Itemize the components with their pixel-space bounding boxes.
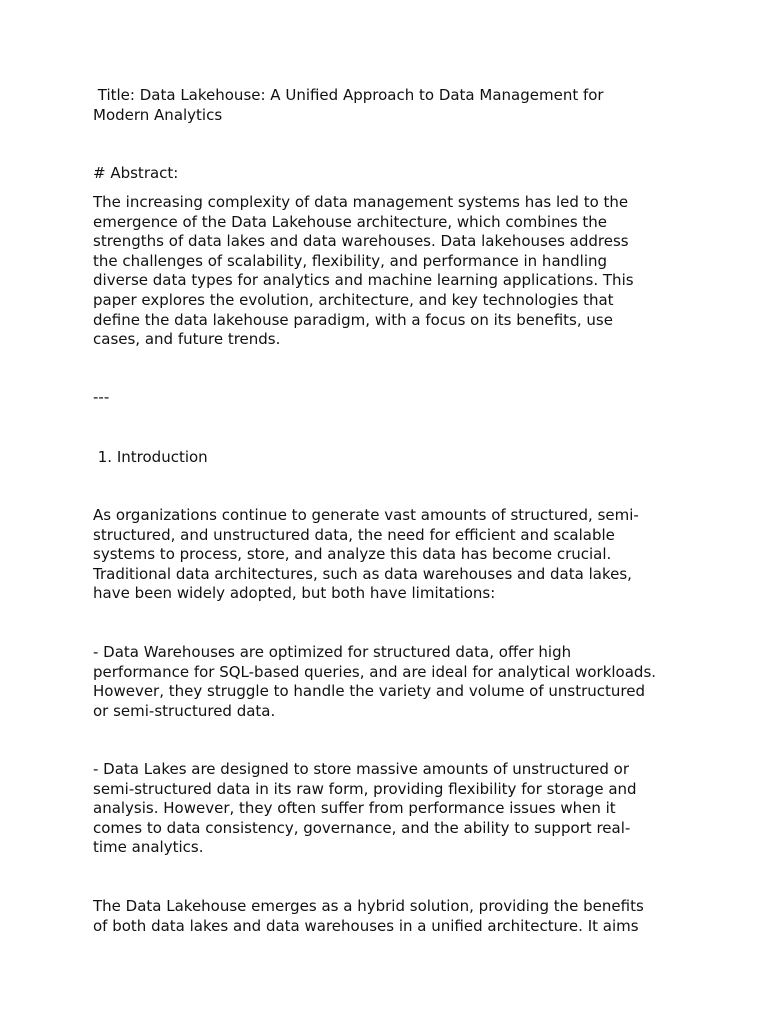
introduction-heading-text: 1. Introduction	[93, 448, 208, 466]
abstract-line: emergence of the Data Lakehouse architecture, which combines the	[93, 212, 608, 231]
data-warehouses-bullet	[93, 643, 693, 721]
abstract-line: the challenges of scalability, flexibility, and performance in handling	[93, 251, 608, 270]
paragraph-line: analysis. However, they often suffer from performance issues when it	[93, 799, 616, 818]
paragraph-line: As organizations continue to generate vast amounts of structured, semi-	[93, 506, 639, 524]
abstract-paragraph	[93, 193, 693, 350]
abstract-line: strengths of data lakes and data warehouses. Data lakehouses address	[93, 232, 629, 251]
paragraph-line: have been widely adopted, but both have limitations:	[93, 584, 496, 603]
abstract-heading	[93, 164, 693, 184]
data-lakes-bullet	[93, 760, 693, 858]
introduction-paragraph-4	[93, 897, 693, 936]
abstract-line: cases, and future trends.	[93, 330, 281, 349]
introduction-paragraph-1	[93, 506, 693, 604]
paragraph-line: The Data Lakehouse emerges as a hybrid solution, providing the benefits	[93, 897, 644, 915]
document-title	[93, 86, 693, 125]
paragraph-line: systems to process, store, and analyze this data has become crucial.	[93, 545, 612, 564]
paragraph-line: Traditional data architectures, such as data warehouses and data lakes,	[93, 564, 632, 583]
paragraph-line: - Data Lakes are designed to store massive amounts of unstructured or	[93, 760, 629, 778]
title-line: Title: Data Lakehouse: A Unified Approach to Data Management for	[93, 86, 604, 104]
paragraph-line: comes to data consistency, governance, and the ability to support real-	[93, 818, 631, 837]
paragraph-line: However, they struggle to handle the variety and volume of unstructured	[93, 682, 646, 701]
paragraph-line: - Data Warehouses are optimized for structured data, offer high	[93, 643, 572, 661]
abstract-heading-text: # Abstract:	[93, 164, 179, 182]
introduction-heading	[93, 448, 693, 468]
paragraph-line: performance for SQL-based queries, and are ideal for analytical workloads.	[93, 662, 657, 681]
title-line: Modern Analytics	[93, 105, 223, 124]
paragraph-line: of both data lakes and data warehouses in a unified architecture. It aims	[93, 916, 639, 935]
abstract-line: define the data lakehouse paradigm, with a focus on its benefits, use	[93, 310, 613, 329]
paragraph-line: or semi-structured data.	[93, 701, 276, 720]
paragraph-line: time analytics.	[93, 838, 204, 857]
paragraph-line: structured, and unstructured data, the need for efficient and scalable	[93, 525, 615, 544]
section-separator	[93, 388, 693, 408]
abstract-line: paper explores the evolution, architecture, and key technologies that	[93, 290, 614, 309]
separator-text: ---	[93, 388, 110, 406]
abstract-line: The increasing complexity of data management systems has led to the	[93, 193, 629, 211]
paragraph-line: semi-structured data in its raw form, providing flexibility for storage and	[93, 779, 637, 798]
abstract-line: diverse data types for analytics and machine learning applications. This	[93, 271, 634, 290]
